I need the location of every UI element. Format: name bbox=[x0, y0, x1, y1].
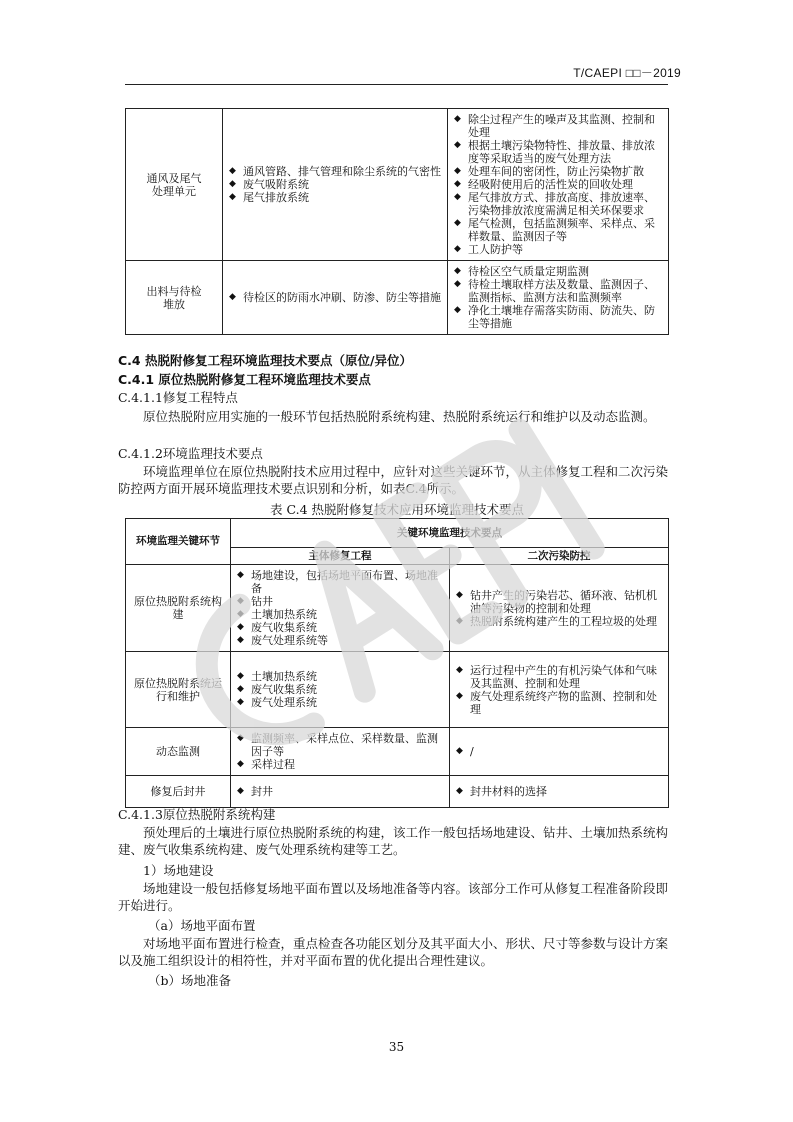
main-works-cell bbox=[231, 652, 450, 728]
heading-c413: C.4.1.3原位热脱附系统构建 bbox=[118, 807, 276, 822]
standard-code: T/CAEPI □□－2019 bbox=[573, 66, 681, 80]
subheading-site-layout: （a）场地平面布置 bbox=[148, 918, 256, 933]
heading-c411: C.4.1.1修复工程特点 bbox=[118, 390, 238, 405]
list-item: ◆ 经吸附使用后的活性炭的回收处理 bbox=[454, 178, 662, 191]
list-item: ◆ 工人防护等 bbox=[454, 243, 662, 256]
unit-name: 出料与待检 堆放 bbox=[126, 261, 223, 335]
points-list bbox=[454, 265, 662, 330]
list-item: ◆ 土壤加热系统 bbox=[237, 670, 443, 683]
list-item: ◆ 待检土壤取样方法及数量、监测因子、监测指标、监测方法和监测频率 bbox=[454, 278, 662, 304]
header-key-points: 关键环境监理技术要点 bbox=[231, 519, 669, 548]
unit-items bbox=[223, 109, 448, 261]
list-item: ◆ 根据土壤污染物特性、排放量、排放浓度等采取适当的废气处理方法 bbox=[454, 139, 662, 165]
header-rule bbox=[125, 84, 668, 85]
unit-points bbox=[448, 261, 669, 335]
items-list bbox=[229, 165, 441, 204]
main-works-cell bbox=[231, 565, 450, 652]
subheading-site-preparation: （b）场地准备 bbox=[148, 973, 232, 988]
secondary-control-cell bbox=[450, 776, 669, 808]
list-item: ◆ 监测频率、采样点位、采样数量、监测因子等 bbox=[237, 732, 443, 758]
list-item: ◆ 除尘过程产生的噪声及其监测、控制和处理 bbox=[454, 113, 662, 139]
main-list bbox=[237, 670, 443, 709]
list-item: ◆ 钻井产生的污染岩芯、循环液、钻机机油等污染物的控制和处理 bbox=[456, 589, 662, 615]
paragraph-c412: 环境监理单位在原位热脱附技术应用过程中，应针对这些关键环节，从主体修复工程和二次污染防控两方面开展环境监理技术要点识别和分析，如表C.4所示。 bbox=[118, 464, 669, 496]
page-number: 35 bbox=[388, 1040, 405, 1054]
main-works-cell bbox=[231, 776, 450, 808]
secondary-control-cell bbox=[450, 728, 669, 776]
list-item: ◆ 尾气排放方式、排放高度、排放速率、污染物排放浓度需满足相关环保要求 bbox=[454, 191, 662, 217]
list-item: ◆ 热脱附系统构建产生的工程垃圾的处理 bbox=[456, 615, 662, 628]
table-continuation-body bbox=[126, 109, 669, 335]
list-item: ◆ 尾气检测，包括监测频率、采样点、采样数量、监测因子等 bbox=[454, 217, 662, 243]
table-row bbox=[126, 776, 669, 808]
secondary-list bbox=[456, 589, 662, 628]
list-item: ◆ 废气收集系统 bbox=[237, 621, 443, 634]
list-item: ◆ 净化土壤堆存需落实防雨、防流失、防尘等措施 bbox=[454, 304, 662, 330]
table-continuation bbox=[125, 108, 669, 335]
header-main-works: 主体修复工程 bbox=[231, 548, 450, 565]
paragraph-c413: 预处理后的土壤进行原位热脱附系统的构建，该工作一般包括场地建设、钻井、土壤加热系统构建、废气收集系统构建、废气处理系统构建等工艺。 bbox=[118, 825, 669, 857]
list-item: ◆ 废气处理系统 bbox=[237, 696, 443, 709]
secondary-control-cell bbox=[450, 565, 669, 652]
points-list bbox=[454, 113, 662, 256]
heading-c412: C.4.1.2环境监理技术要点 bbox=[118, 446, 263, 461]
main-list bbox=[237, 785, 443, 798]
unit-name: 通风及尾气 处理单元 bbox=[126, 109, 223, 261]
list-item: ◆ 待检区空气质量定期监测 bbox=[454, 265, 662, 278]
table-row bbox=[126, 109, 669, 261]
key-link-name: 动态监测 bbox=[126, 728, 231, 776]
key-link-name: 原位热脱附系统构建 bbox=[126, 565, 231, 652]
secondary-list bbox=[456, 745, 662, 758]
table-row bbox=[126, 652, 669, 728]
list-item: ◆ 待检区的防雨水冲刷、防渗、防尘等措施 bbox=[229, 291, 441, 304]
list-item: ◆ 废气处理系统等 bbox=[237, 634, 443, 647]
list-item: ◆ 采样过程 bbox=[237, 758, 443, 771]
list-item: ◆ 钻井 bbox=[237, 595, 443, 608]
table-c4-body bbox=[126, 565, 669, 808]
header-key-link: 环境监理关键环节 bbox=[126, 519, 231, 565]
unit-items bbox=[223, 261, 448, 335]
header-secondary-control: 二次污染防控 bbox=[450, 548, 669, 565]
list-item: ◆ / bbox=[456, 745, 662, 758]
list-item: ◆ 废气处理系统终产物的监测、控制和处理 bbox=[456, 690, 662, 716]
table-caption: 表 C.4 热脱附修复技术应用环境监理技术要点 bbox=[270, 502, 524, 517]
paragraph-c411: 原位热脱附应用实施的一般环节包括热脱附系统构建、热脱附系统运行和维护以及动态监测。 bbox=[143, 409, 656, 424]
secondary-control-cell bbox=[450, 652, 669, 728]
table-row bbox=[126, 565, 669, 652]
secondary-list bbox=[456, 785, 662, 798]
table-c4 bbox=[125, 518, 669, 808]
list-item: ◆ 封井材料的选择 bbox=[456, 785, 662, 798]
list-item: ◆ 废气收集系统 bbox=[237, 683, 443, 696]
main-works-cell bbox=[231, 728, 450, 776]
list-item: ◆ 通风管路、排气管理和除尘系统的气密性 bbox=[229, 165, 441, 178]
list-item: ◆ 土壤加热系统 bbox=[237, 608, 443, 621]
list-item: ◆ 尾气排放系统 bbox=[229, 191, 441, 204]
subheading-site-construction: 1）场地建设 bbox=[143, 863, 214, 878]
unit-points bbox=[448, 109, 669, 261]
list-item: ◆ 运行过程中产生的有机污染气体和气味及其监测、控制和处理 bbox=[456, 664, 662, 690]
paragraph-site-layout: 对场地平面布置进行检查，重点检查各功能区划分及其平面大小、形状、尺寸等参数与设计方案以及施工组织设计的相符性，并对平面布置的优化提出合理性建议。 bbox=[118, 936, 669, 968]
paragraph-site-construction: 场地建设一般包括修复场地平面布置以及场地准备等内容。该部分工作可从修复工程准备阶段即开始进行。 bbox=[118, 881, 669, 913]
key-link-name: 原位热脱附系统运行和维护 bbox=[126, 652, 231, 728]
table-row bbox=[126, 728, 669, 776]
list-item: ◆ 场地建设，包括场地平面布置、场地准备 bbox=[237, 569, 443, 595]
main-list bbox=[237, 569, 443, 647]
table-row bbox=[126, 261, 669, 335]
heading-c41: C.4.1 原位热脱附修复工程环境监理技术要点 bbox=[118, 372, 371, 387]
items-list bbox=[229, 291, 441, 304]
key-link-name: 修复后封井 bbox=[126, 776, 231, 808]
heading-c4: C.4 热脱附修复工程环境监理技术要点（原位/异位） bbox=[118, 353, 413, 368]
list-item: ◆ 处理车间的密闭性，防止污染物扩散 bbox=[454, 165, 662, 178]
secondary-list bbox=[456, 664, 662, 716]
list-item: ◆ 封井 bbox=[237, 785, 443, 798]
main-list bbox=[237, 732, 443, 771]
list-item: ◆ 废气吸附系统 bbox=[229, 178, 441, 191]
